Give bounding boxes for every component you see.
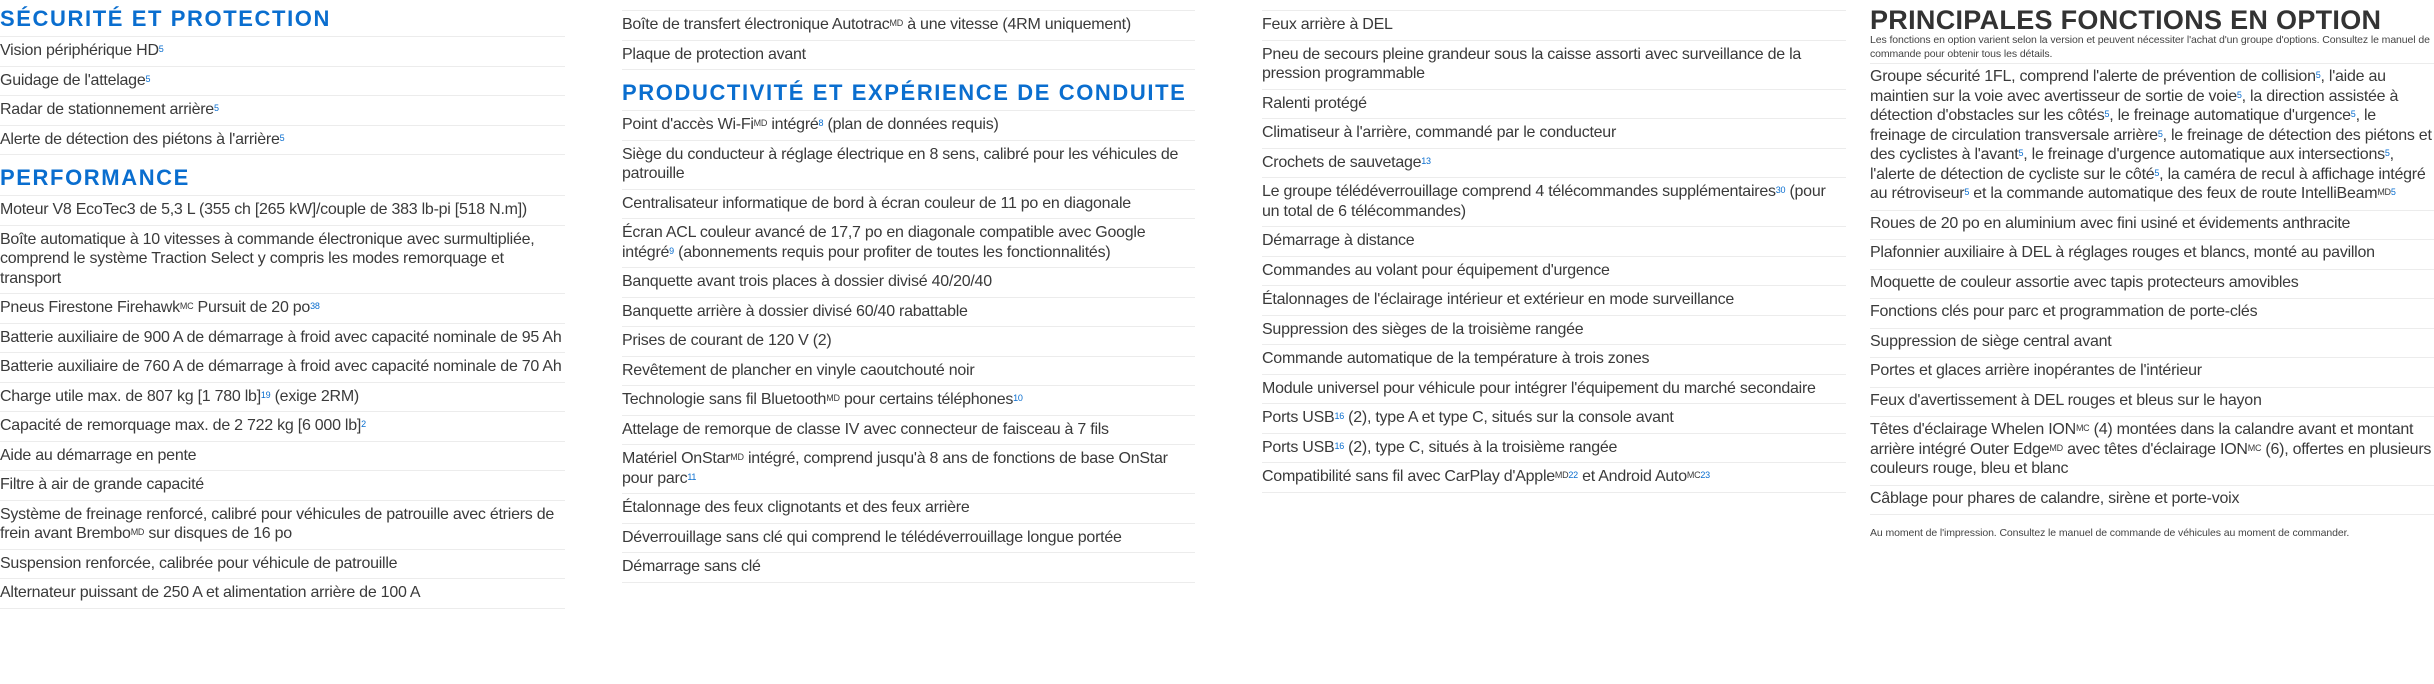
feature-item (1870, 388, 2434, 418)
feature-text: Radar de stationnement arrière (0, 101, 214, 118)
feature-item (1870, 299, 2434, 329)
feature-item (622, 111, 1195, 141)
feature-item (622, 219, 1195, 268)
feature-text: Alerte de détection des piétons à l'arrière (0, 130, 280, 148)
feature-item (622, 298, 1195, 328)
section-heading: PERFORMANCE (0, 165, 565, 196)
feature-text: (abonnements requis pour profiter de toutes les fonctionnalités) (673, 243, 1111, 261)
feature-text: Suppression des sièges de la troisième rangée (1262, 320, 1584, 338)
feature-item (0, 442, 565, 472)
continued-list (1262, 10, 1846, 493)
feature-item (0, 471, 565, 501)
feature-text: pour certains téléphones (839, 391, 1014, 408)
feature-text: , l'aide au maintien sur la voie avec avertisseur de sortie de voie (1870, 68, 2386, 105)
footnote-ref: 5 (1964, 187, 1970, 197)
trademark-mark: MC (1686, 470, 1701, 480)
feature-item (0, 324, 565, 354)
footnote-ref: 8 (818, 118, 824, 128)
feature-text: Déverrouillage sans clé qui comprend le télédéverrouillage longue portée (622, 528, 1122, 546)
feature-text: Banquette avant trois places à dossier divisé 40/20/40 (622, 273, 992, 290)
feature-text: Module universel pour véhicule pour intégrer l'équipement du marché secondaire (1262, 379, 1816, 397)
feature-item (0, 383, 565, 413)
footnote-ref: 38 (310, 301, 320, 311)
feature-text: Revêtement de plancher en vinyle caoutchouté noir (622, 361, 975, 379)
footnote-ref: 23 (1700, 470, 1710, 480)
feature-text: Écran ACL couleur avancé de 17,7 po en diagonale compatible avec Google intégré (622, 224, 1146, 261)
trademark-mark: MD (826, 393, 840, 403)
footnote-ref: 5 (2018, 148, 2024, 158)
feature-text: Point d'accès Wi-Fi (622, 116, 754, 133)
feature-text: Guidage de l'attelage (0, 71, 146, 89)
column-productivity-continued (1262, 0, 1846, 493)
feature-text: Batterie auxiliaire de 900 A de démarrage à froid avec capacité nominale de 95 Ah (0, 328, 562, 346)
feature-text: Suspension renforcée, calibrée pour véhicule de patrouille (0, 554, 398, 572)
footnote-ref: 2 (361, 419, 366, 429)
feature-text: Moquette de couleur assortie avec tapis protecteurs amovibles (1870, 273, 2299, 291)
feature-item (1870, 486, 2434, 516)
feature-item (0, 501, 565, 550)
feature-text: Technologie sans fil Bluetooth (622, 391, 827, 408)
optional-features-title: PRINCIPALES FONCTIONS EN OPTION (1870, 5, 2382, 35)
feature-text: Têtes d'éclairage Whelen ION (1870, 421, 2076, 438)
feature-item (1870, 240, 2434, 270)
feature-text: , le freinage de circulation transversale arrière (1870, 107, 2376, 144)
section-heading: SÉCURITÉ ET PROTECTION (0, 6, 565, 37)
footnote-ref: 5 (2315, 70, 2321, 80)
feature-item (0, 226, 565, 295)
column-optional-features (1870, 0, 2434, 539)
feature-text: Batterie auxiliaire de 760 A de démarrage à froid avec capacité nominale de 70 Ah (0, 358, 562, 375)
trademark-mark: MC (2247, 442, 2262, 453)
feature-text: Alternateur puissant de 250 A et alimentation arrière de 100 A (0, 584, 421, 601)
feature-text: Capacité de remorquage max. de 2 722 kg [6 000 lb] (0, 417, 362, 434)
trademark-mark: MD (753, 118, 768, 128)
feature-text: , le freinage de détection des piétons et des cyclistes à l'avant (1870, 126, 2432, 163)
feature-text: intégré (767, 116, 819, 133)
feature-text: Commandes au volant pour équipement d'urgence (1262, 261, 1610, 279)
trademark-mark: MD (889, 18, 903, 28)
feature-text: Étalonnages de l'éclairage intérieur et extérieur en mode surveillance (1262, 291, 1735, 308)
feature-item (1870, 270, 2434, 300)
feature-text: Ports USB (1262, 438, 1335, 456)
feature-item (622, 41, 1195, 71)
optional-features-list (1870, 63, 2434, 515)
feature-text: , la direction assistée à détection d'obstacles sur les côtés (1870, 87, 2399, 124)
footnote-ref: 5 (2104, 109, 2110, 119)
feature-item (0, 550, 565, 580)
feature-item (622, 553, 1195, 583)
feature-item (0, 196, 565, 226)
feature-text: Compatibilité sans fil avec CarPlay d'Apple (1262, 468, 1555, 485)
feature-text: Siège du conducteur à réglage électrique en 8 sens, calibré pour les véhicules de patrouille (622, 145, 1179, 182)
feature-item (1262, 257, 1846, 287)
feature-text: et la commande automatique des feux de route IntelliBeam (1969, 185, 2378, 202)
feature-item (622, 524, 1195, 554)
feature-item (0, 294, 565, 324)
feature-text: Charge utile max. de 807 kg [1 780 lb] (0, 387, 261, 405)
footnote-ref: 5 (213, 103, 219, 113)
feature-text: intégré, comprend jusqu'à 8 ans de fonctions de base OnStar pour parc (622, 450, 1168, 487)
feature-text: (exige 2RM) (270, 387, 359, 405)
feature-item (0, 96, 565, 126)
feature-item (0, 37, 565, 67)
feature-text: Moteur V8 EcoTec3 de 5,3 L (355 ch [265 kW]/couple de 383 lb-pi [518 N.m]) (0, 201, 527, 218)
feature-item (1262, 41, 1846, 90)
feature-text: (plan de données requis) (823, 116, 999, 133)
feature-text: Attelage de remorque de classe IV avec connecteur de faisceau à 7 fils (622, 420, 1109, 438)
feature-item (622, 141, 1195, 190)
feature-item (622, 11, 1195, 41)
feature-text: Plaque de protection avant (622, 45, 806, 63)
feature-text: , la caméra de recul à affichage intégré au rétroviseur (1870, 165, 2426, 202)
feature-text: et Android Auto (1577, 468, 1687, 485)
feature-item (622, 445, 1195, 494)
feature-item (622, 386, 1195, 416)
trademark-mark: MC (2075, 423, 2090, 433)
section-list (0, 37, 565, 155)
footnote-ref: 5 (145, 73, 151, 84)
footer-note: Au moment de l'impression. Consultez le manuel de commande de véhicules au moment de commander. (1870, 527, 2350, 539)
feature-text: Système de freinage renforcé, calibré pour véhicules de patrouille avec étriers de frein avant Brembo (0, 505, 555, 542)
feature-text: Ralenti protégé (1262, 94, 1367, 112)
feature-text: Pursuit de 20 po (193, 299, 311, 316)
feature-item (1262, 119, 1846, 149)
feature-item (1262, 178, 1846, 227)
feature-item (622, 327, 1195, 357)
feature-item (0, 67, 565, 97)
feature-text: Feux arrière à DEL (1262, 16, 1393, 33)
feature-text: Suppression de siège central avant (1870, 332, 2112, 350)
feature-text: Démarrage à distance (1262, 232, 1415, 249)
feature-item (0, 579, 565, 609)
feature-text: Boîte automatique à 10 vitesses à commande électronique avec surmultipliée, comprend le système Traction Select y compris les modes remorquage et transport (0, 230, 535, 287)
footnote-ref: 5 (2154, 167, 2160, 178)
section-list (0, 196, 565, 609)
feature-text: Filtre à air de grande capacité (0, 476, 204, 493)
feature-item (1262, 463, 1846, 493)
feature-item (0, 353, 565, 383)
feature-item (1262, 149, 1846, 179)
continued-list (622, 10, 1195, 70)
feature-item (1262, 286, 1846, 316)
feature-item (1870, 211, 2434, 241)
feature-item (1262, 227, 1846, 257)
feature-text: Boîte de transfert électronique Autotrac (622, 16, 890, 33)
footnote-ref: 11 (687, 471, 697, 482)
footnote-ref: 5 (279, 132, 285, 143)
trademark-mark: MD (730, 452, 744, 462)
feature-text: Roues de 20 po en aluminium avec fini usiné et évidements anthracite (1870, 214, 2351, 232)
feature-text: Fonctions clés pour parc et programmation de porte-clés (1870, 303, 2258, 320)
trademark-mark: MD (1554, 470, 1569, 480)
footnote-ref: 5 (2236, 89, 2242, 100)
feature-text: , le freinage d'urgence automatique aux intersections (2023, 146, 2385, 163)
feature-text: Pneu de secours pleine grandeur sous la caisse assorti avec surveillance de la pression programmable (1262, 45, 1802, 82)
feature-text: à une vitesse (4RM uniquement) (903, 16, 1131, 33)
footnote-ref: 10 (1013, 393, 1023, 403)
feature-item (1262, 434, 1846, 464)
column-safety-performance (0, 0, 565, 609)
feature-item (1262, 90, 1846, 120)
feature-text: Le groupe télédéverrouillage comprend 4 télécommandes supplémentaires (1262, 183, 1776, 200)
feature-text: Groupe sécurité 1FL, comprend l'alerte de prévention de collision (1870, 68, 2316, 85)
feature-text: (2), type A et type C, situés sur la console avant (1343, 409, 1674, 426)
feature-text: Climatiseur à l'arrière, commandé par le conducteur (1262, 124, 1617, 141)
feature-text: (pour un total de 6 télécommandes) (1262, 183, 1826, 220)
feature-item (622, 268, 1195, 298)
feature-text: Banquette arrière à dossier divisé 60/40 rabattable (622, 302, 968, 320)
feature-item (1870, 358, 2434, 388)
footnote-ref: 5 (2390, 187, 2396, 197)
feature-text: Vision périphérique HD (0, 42, 159, 59)
footnote-ref: 30 (1775, 185, 1786, 195)
feature-text: Feux d'avertissement à DEL rouges et bleus sur le hayon (1870, 391, 2262, 409)
column-productivity (622, 0, 1195, 583)
feature-item (622, 416, 1195, 446)
feature-text: Aide au démarrage en pente (0, 446, 197, 464)
feature-text: (4) montées dans la calandre avant et montant arrière intégré Outer Edge (1870, 421, 2414, 458)
feature-item (0, 126, 565, 156)
feature-item (1262, 345, 1846, 375)
footnote-ref: 16 (1334, 440, 1344, 451)
feature-text: (2), type C, situés à la troisième rangée (1343, 438, 1618, 456)
feature-text: , l'alerte de détection de cycliste sur le côté (1870, 146, 2394, 183)
trademark-mark: MC (179, 301, 194, 311)
feature-text: Portes et glaces arrière inopérantes de l'intérieur (1870, 362, 2202, 379)
feature-text: Câblage pour phares de calandre, sirène et porte-voix (1870, 489, 2240, 507)
feature-text: Ports USB (1262, 409, 1335, 426)
section-list (622, 111, 1195, 583)
feature-text: Plafonnier auxiliaire à DEL à réglages rouges et blancs, monté au pavillon (1870, 244, 2375, 261)
feature-text: sur disques de 16 po (144, 525, 292, 542)
feature-item (1870, 329, 2434, 359)
optional-features-note: Les fonctions en option varient selon la version et peuvent nécessiter l'achat d'un groupe d'options. Consultez le manuel de commande pour obtenir tous les détails. (1870, 34, 2430, 60)
feature-text: Pneus Firestone Firehawk (0, 299, 180, 316)
footnote-ref: 5 (2350, 109, 2356, 119)
footnote-ref: 5 (158, 44, 164, 54)
feature-item (1870, 417, 2434, 486)
trademark-mark: MD (2377, 187, 2391, 197)
feature-text: Commande automatique de la température à trois zones (1262, 350, 1650, 367)
feature-item (622, 494, 1195, 524)
feature-text: , le freinage automatique d'urgence (2109, 107, 2351, 124)
feature-text: Étalonnage des feux clignotants et des feux arrière (622, 499, 970, 516)
footnote-ref: 13 (1421, 155, 1431, 166)
trademark-mark: MD (130, 527, 145, 537)
feature-text: Prises de courant de 120 V (2) (622, 332, 832, 349)
footnote-ref: 19 (260, 389, 271, 400)
section-heading: PRODUCTIVITÉ ET EXPÉRIENCE DE CONDUITE (622, 80, 1195, 111)
feature-item (1262, 375, 1846, 405)
feature-text: Démarrage sans clé (622, 558, 761, 575)
feature-item (0, 412, 565, 442)
feature-item (622, 190, 1195, 220)
footnote-ref: 16 (1334, 411, 1344, 421)
feature-text: Centralisateur informatique de bord à écran couleur de 11 po en diagonale (622, 194, 1131, 212)
feature-item (622, 357, 1195, 387)
feature-text: Crochets de sauvetage (1262, 153, 1422, 171)
feature-item (1262, 11, 1846, 41)
feature-item (1262, 404, 1846, 434)
footnote-ref: 5 (2384, 148, 2390, 158)
footnote-ref: 5 (2157, 128, 2163, 139)
feature-item (1870, 64, 2434, 211)
footnote-ref: 22 (1568, 470, 1578, 480)
feature-item (1262, 316, 1846, 346)
footnote-ref: 9 (669, 245, 674, 256)
feature-text: (6), offertes en plusieurs couleurs rouge, bleu et blanc (1870, 440, 2432, 477)
trademark-mark: MD (2049, 442, 2063, 453)
feature-text: Matériel OnStar (622, 450, 731, 467)
feature-text: avec têtes d'éclairage ION (2062, 440, 2248, 458)
